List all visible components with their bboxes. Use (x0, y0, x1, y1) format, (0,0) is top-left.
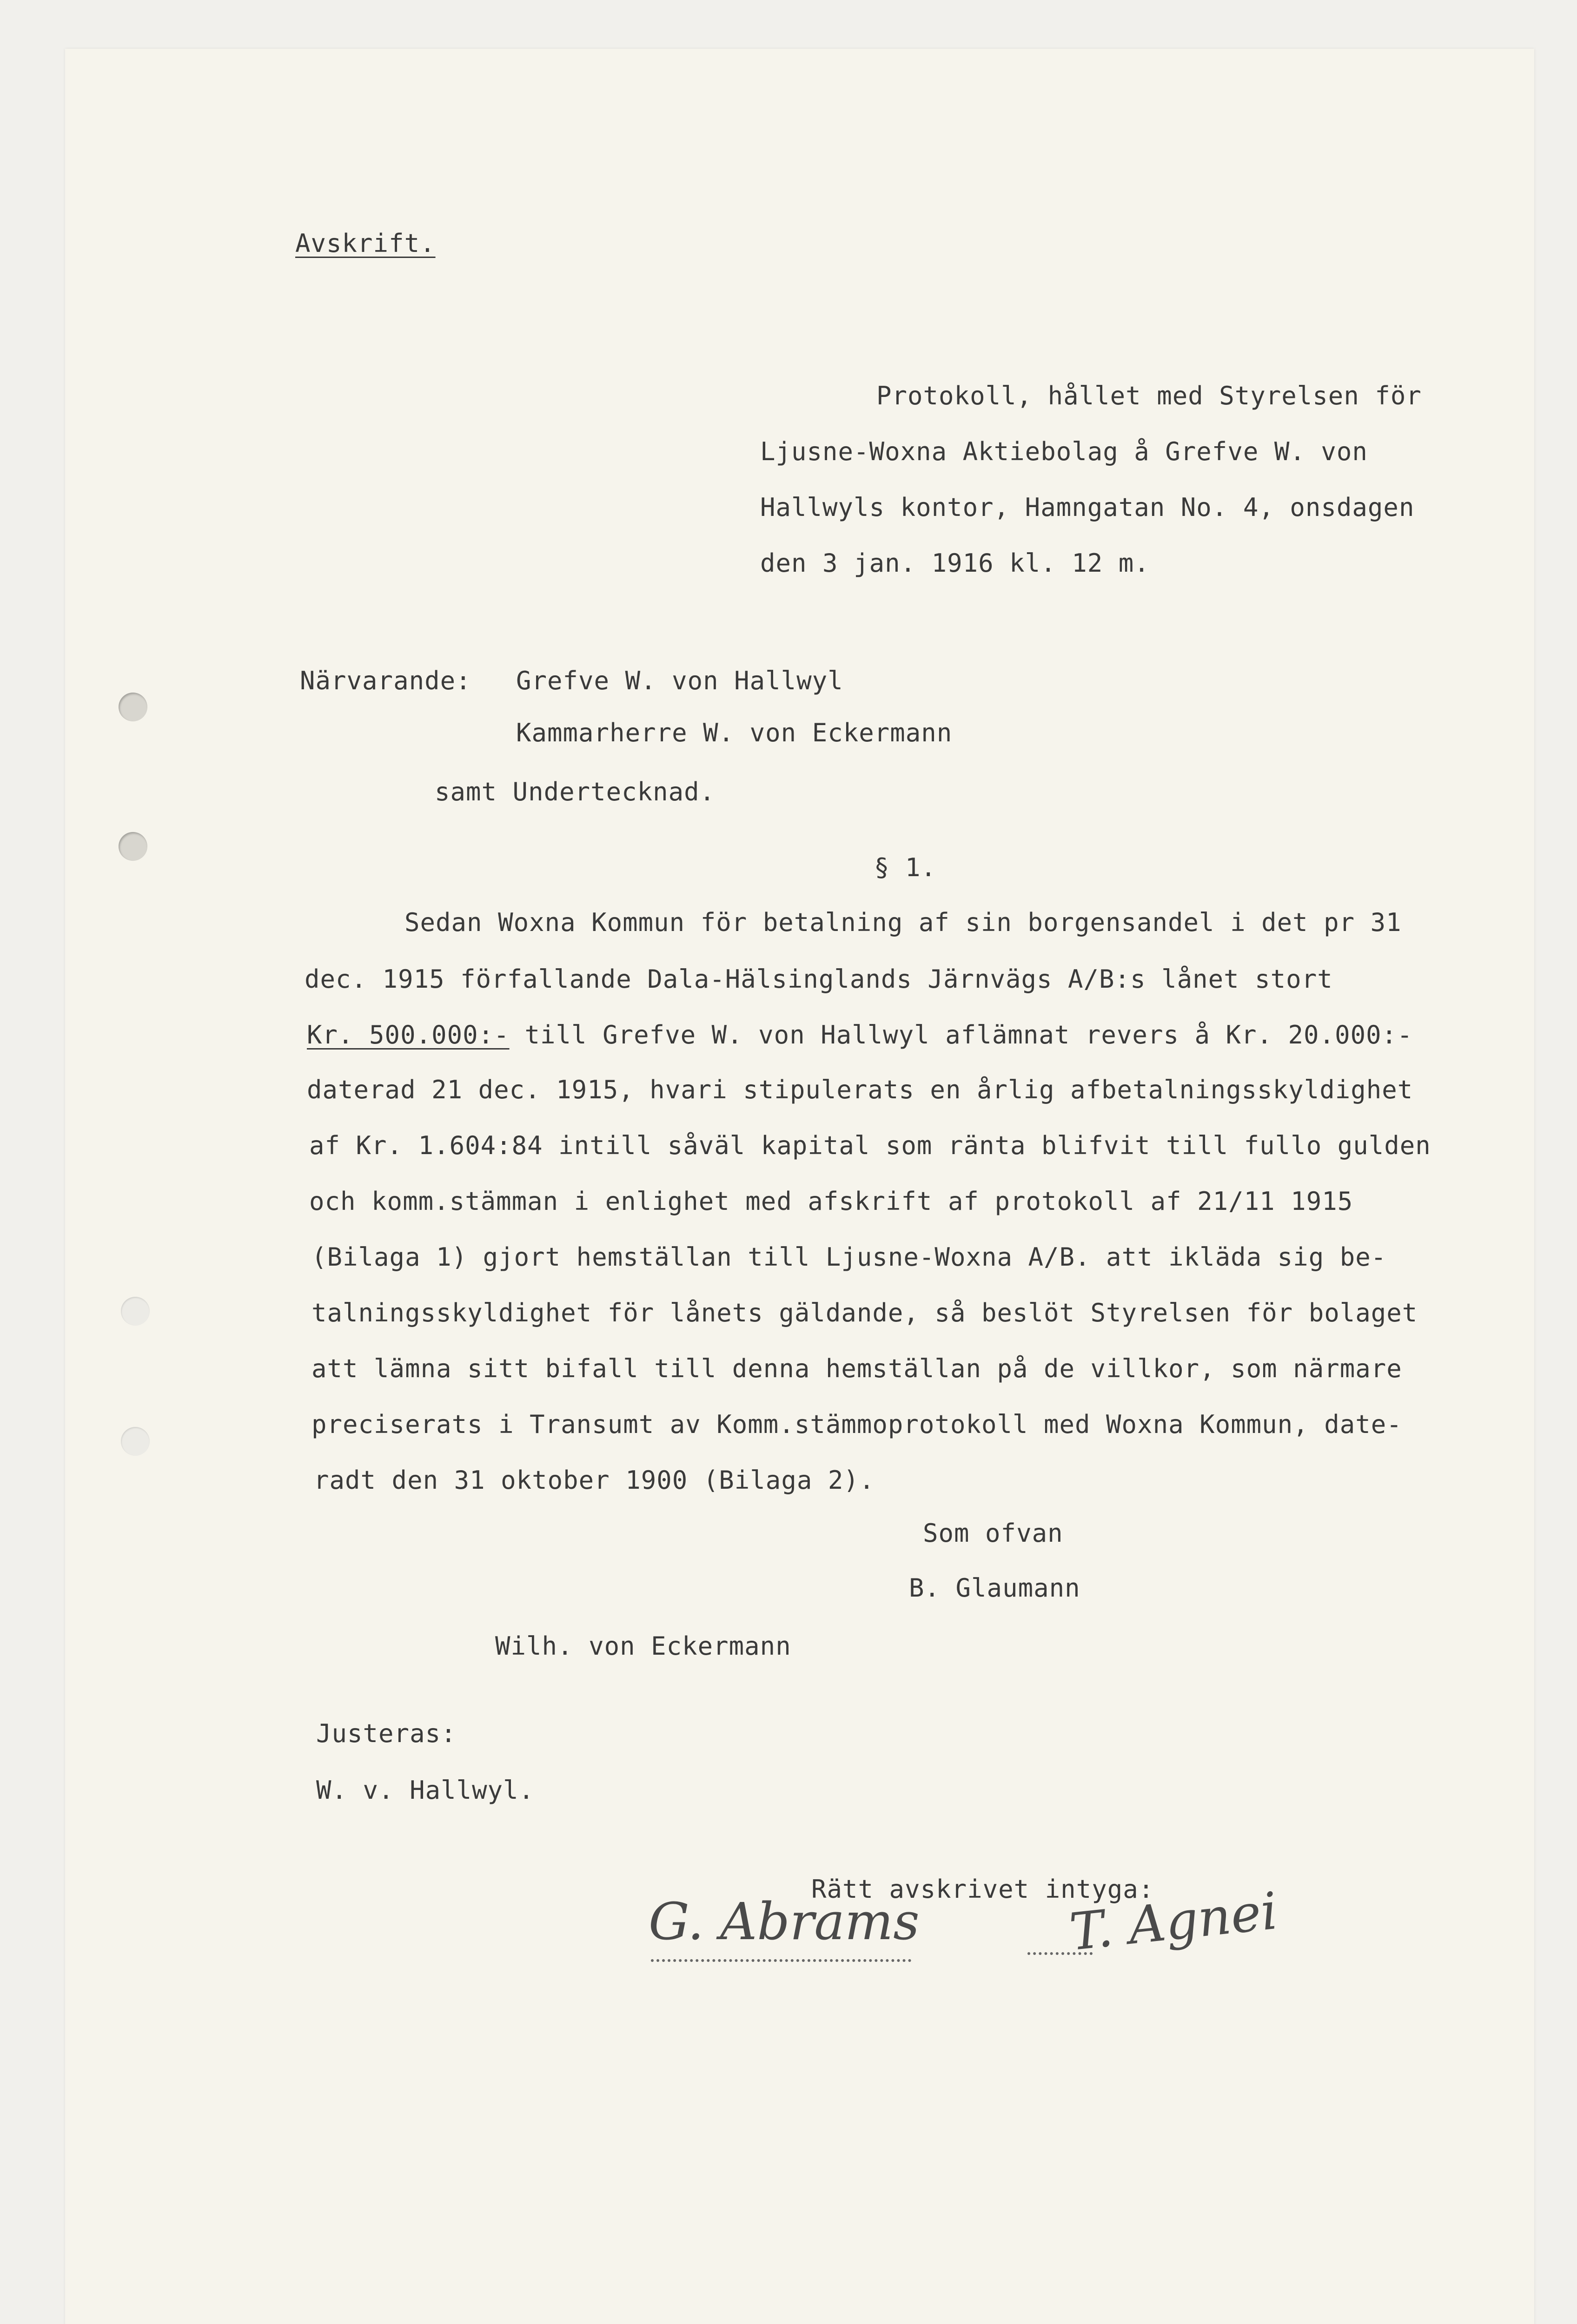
intro-line: den 3 jan. 1916 kl. 12 m. (760, 548, 1150, 578)
body-line: att lämna sitt bifall till denna hemställan på de villkor, som närmare (311, 1354, 1402, 1383)
adjuster-name: W. v. Hallwyl. (316, 1776, 535, 1805)
signature-line (1027, 1952, 1093, 1955)
closing: Som ofvan (923, 1519, 1063, 1548)
section-number: § 1. (874, 853, 937, 882)
punch-hole (121, 1427, 150, 1456)
present-name: samt Undertecknad. (435, 777, 716, 806)
body-line: talningsskyldighet för lånets gäldande, så beslöt Styrelsen för bolaget (311, 1298, 1418, 1327)
amount: Kr. 500.000:- (307, 1020, 510, 1050)
handwritten-signature: G. Abrams (649, 1892, 920, 1951)
body-line: radt den 31 oktober 1900 (Bilaga 2). (314, 1466, 875, 1495)
punch-hole (119, 832, 147, 861)
adjust-label: Justeras: (316, 1719, 457, 1748)
signer-name: B. Glaumann (909, 1573, 1080, 1603)
document-heading: Avskrift. (295, 229, 436, 258)
body-line: Sedan Woxna Kommun för betalning af sin borgensandel i det pr 31 (404, 908, 1402, 937)
handwritten-signature: T. Agnei (1067, 1881, 1280, 1962)
intro-line: Ljusne-Woxna Aktiebolag å Grefve W. von (760, 437, 1368, 466)
body-line: (Bilaga 1) gjort hemställan till Ljusne-Woxna A/B. att ikläda sig be- (311, 1242, 1387, 1272)
punch-hole (121, 1297, 150, 1326)
body-line: daterad 21 dec. 1915, hvari stipulerats en årlig afbetalningsskyldighet (307, 1075, 1413, 1104)
body-line: preciserats i Transumt av Komm.stämmoprotokoll med Woxna Kommun, date- (311, 1410, 1402, 1439)
body-line: dec. 1915 förfallande Dala-Hälsinglands Järnvägs A/B:s lånet stort (305, 964, 1333, 994)
present-name: Grefve W. von Hallwyl (516, 666, 843, 695)
punch-hole (119, 693, 147, 721)
body-line: och komm.stämman i enlighet med afskrift af protokoll af 21/11 1915 (309, 1187, 1353, 1216)
present-label: Närvarande: (300, 666, 471, 695)
signature-line (651, 1959, 911, 1962)
present-name: Kammarherre W. von Eckermann (516, 718, 953, 747)
intro-line: Hallwyls kontor, Hamngatan No. 4, onsdagen (760, 493, 1415, 522)
body-line: till Grefve W. von Hallwyl aflämnat revers å Kr. 20.000:- (509, 1020, 1413, 1050)
certification-line: Rätt avskrivet intyga: (811, 1875, 1154, 1904)
intro-line: Protokoll, hållet med Styrelsen för (876, 381, 1422, 410)
cosigner-name: Wilh. von Eckermann (495, 1631, 791, 1661)
body-line: af Kr. 1.604:84 intill såväl kapital som ränta blifvit till fullo gulden (309, 1131, 1431, 1160)
